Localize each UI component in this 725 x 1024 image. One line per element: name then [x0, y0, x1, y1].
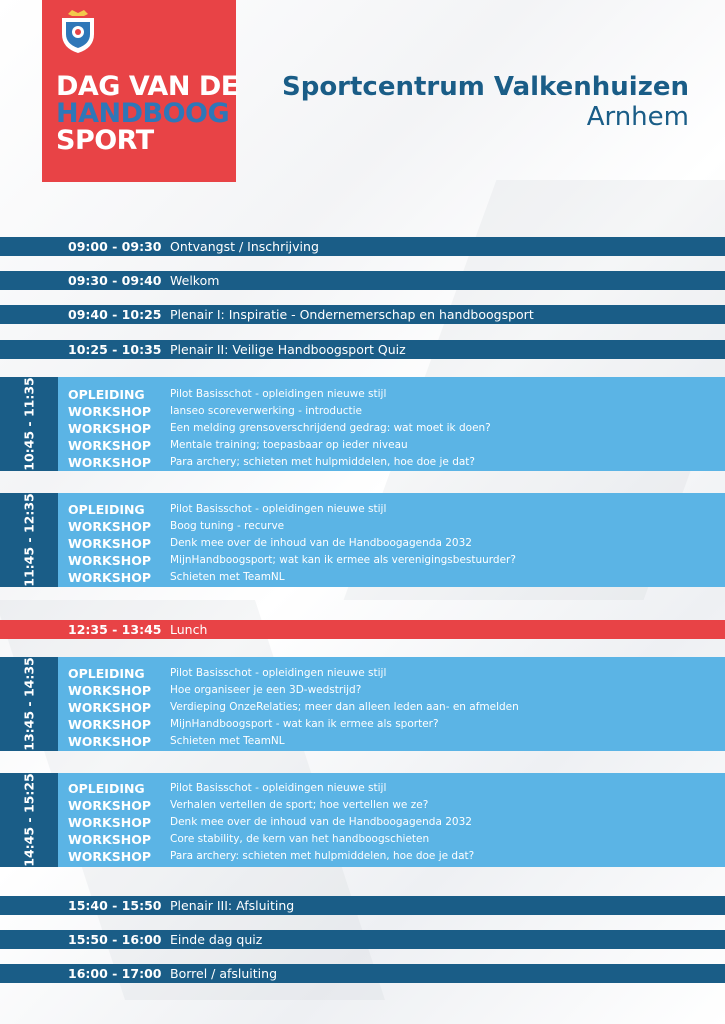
schedule-row — [0, 964, 725, 983]
session-desc: Denk mee over de inhoud van de Handboogagenda 2032 — [170, 537, 472, 549]
row-title: Ontvangst / Inschrijving — [170, 239, 319, 254]
row-time: 15:40 - 15:50 — [68, 898, 162, 913]
session-item — [0, 403, 725, 420]
session-desc: Verhalen vertellen de sport; hoe vertellen we ze? — [170, 799, 429, 811]
session-item — [0, 780, 725, 797]
session-kind: WORKSHOP — [68, 832, 151, 847]
session-item — [0, 454, 725, 471]
row-title: Plenair III: Afsluiting — [170, 898, 295, 913]
event-logo — [42, 0, 239, 182]
venue-city: Arnhem — [586, 102, 689, 132]
session-desc: Verdieping OnzeRelaties; meer dan alleen leden aan- en afmelden — [170, 701, 519, 713]
session-item — [0, 552, 725, 569]
session-item — [0, 848, 725, 865]
session-item — [0, 569, 725, 586]
row-time: 15:50 - 16:00 — [68, 932, 162, 947]
session-kind: WORKSHOP — [68, 700, 151, 715]
session-item — [0, 665, 725, 682]
session-desc: Para archery: schieten met hulpmiddelen, hoe doe je dat? — [170, 850, 475, 862]
session-time: 14:45 - 15:25 — [21, 773, 37, 867]
session-desc: Denk mee over de inhoud van de Handboogagenda 2032 — [170, 816, 472, 828]
row-title: Welkom — [170, 273, 220, 288]
row-title: Plenair I: Inspiratie - Ondernemerschap en handboogsport — [170, 307, 534, 322]
row-title: Borrel / afsluiting — [170, 966, 278, 981]
row-time: 09:30 - 09:40 — [68, 273, 162, 288]
schedule-row-lunch — [0, 620, 725, 639]
session-kind: WORKSHOP — [68, 798, 151, 813]
session-kind: WORKSHOP — [68, 421, 151, 436]
session-desc: Pilot Basisschot - opleidingen nieuwe stijl — [170, 782, 387, 794]
logo-text-line-1: DAG VAN DE — [56, 71, 239, 102]
row-time: 10:25 - 10:35 — [68, 342, 162, 357]
schedule-row — [0, 271, 725, 290]
session-item — [0, 501, 725, 518]
session-desc: Mentale training; toepasbaar op ieder niveau — [170, 439, 408, 451]
schedule-row — [0, 237, 725, 256]
session-kind: WORKSHOP — [68, 455, 151, 470]
session-item — [0, 716, 725, 733]
row-time: 09:00 - 09:30 — [68, 239, 162, 254]
session-desc: MijnHandboogsport; wat kan ik ermee als verenigingsbestuurder? — [170, 554, 516, 566]
row-time: 12:35 - 13:45 — [68, 622, 162, 637]
session-block — [0, 493, 725, 587]
session-kind: WORKSHOP — [68, 683, 151, 698]
logo-text-line-3: SPORT — [56, 125, 154, 156]
session-desc: Pilot Basisschot - opleidingen nieuwe stijl — [170, 503, 387, 515]
session-desc: MijnHandboogsport - wat kan ik ermee als sporter? — [170, 718, 439, 730]
session-desc: Pilot Basisschot - opleidingen nieuwe stijl — [170, 388, 387, 400]
session-item — [0, 831, 725, 848]
session-kind: WORKSHOP — [68, 849, 151, 864]
session-item — [0, 535, 725, 552]
session-kind: WORKSHOP — [68, 404, 151, 419]
session-kind: WORKSHOP — [68, 570, 151, 585]
session-kind: WORKSHOP — [68, 536, 151, 551]
session-item — [0, 733, 725, 750]
logo-text-line-2: HANDBOOG — [56, 98, 230, 129]
session-kind: OPLEIDING — [68, 666, 145, 681]
session-kind: WORKSHOP — [68, 815, 151, 830]
schedule-row — [0, 340, 725, 359]
session-desc: Een melding grensoverschrijdend gedrag: wat moet ik doen? — [170, 422, 491, 434]
session-block — [0, 377, 725, 471]
schedule-row — [0, 896, 725, 915]
session-desc: Hoe organiseer je een 3D-wedstrijd? — [170, 684, 362, 696]
venue-heading — [282, 72, 689, 132]
session-block — [0, 657, 725, 751]
row-title: Plenair II: Veilige Handboogsport Quiz — [170, 342, 406, 357]
row-time: 09:40 - 10:25 — [68, 307, 162, 322]
archery-shield-icon — [58, 8, 98, 54]
row-time: 16:00 - 17:00 — [68, 966, 162, 981]
row-title: Einde dag quiz — [170, 932, 263, 947]
session-time: 13:45 - 14:35 — [21, 657, 37, 751]
schedule-row — [0, 305, 725, 324]
session-kind: OPLEIDING — [68, 387, 145, 402]
session-desc: Para archery; schieten met hulpmiddelen, hoe doe je dat? — [170, 456, 475, 468]
session-desc: Pilot Basisschot - opleidingen nieuwe stijl — [170, 667, 387, 679]
session-desc: Schieten met TeamNL — [170, 735, 285, 747]
schedule-row — [0, 930, 725, 949]
session-kind: OPLEIDING — [68, 502, 145, 517]
session-item — [0, 814, 725, 831]
session-item — [0, 699, 725, 716]
session-block — [0, 773, 725, 867]
session-item — [0, 420, 725, 437]
session-kind: WORKSHOP — [68, 519, 151, 534]
session-time: 11:45 - 12:35 — [21, 493, 37, 587]
session-item — [0, 437, 725, 454]
session-item — [0, 518, 725, 535]
session-desc: Schieten met TeamNL — [170, 571, 285, 583]
row-title: Lunch — [170, 622, 208, 637]
session-time: 10:45 - 11:35 — [21, 377, 37, 471]
session-item — [0, 682, 725, 699]
session-item — [0, 797, 725, 814]
session-item — [0, 386, 725, 403]
session-kind: WORKSHOP — [68, 438, 151, 453]
session-desc: Ianseo scoreverwerking - introductie — [170, 405, 363, 417]
session-kind: WORKSHOP — [68, 734, 151, 749]
session-desc: Boog tuning - recurve — [170, 520, 285, 532]
session-desc: Core stability, de kern van het handboogschieten — [170, 833, 430, 845]
session-kind: WORKSHOP — [68, 553, 151, 568]
venue-name: Sportcentrum Valkenhuizen — [281, 72, 689, 102]
session-kind: WORKSHOP — [68, 717, 151, 732]
session-kind: OPLEIDING — [68, 781, 145, 796]
